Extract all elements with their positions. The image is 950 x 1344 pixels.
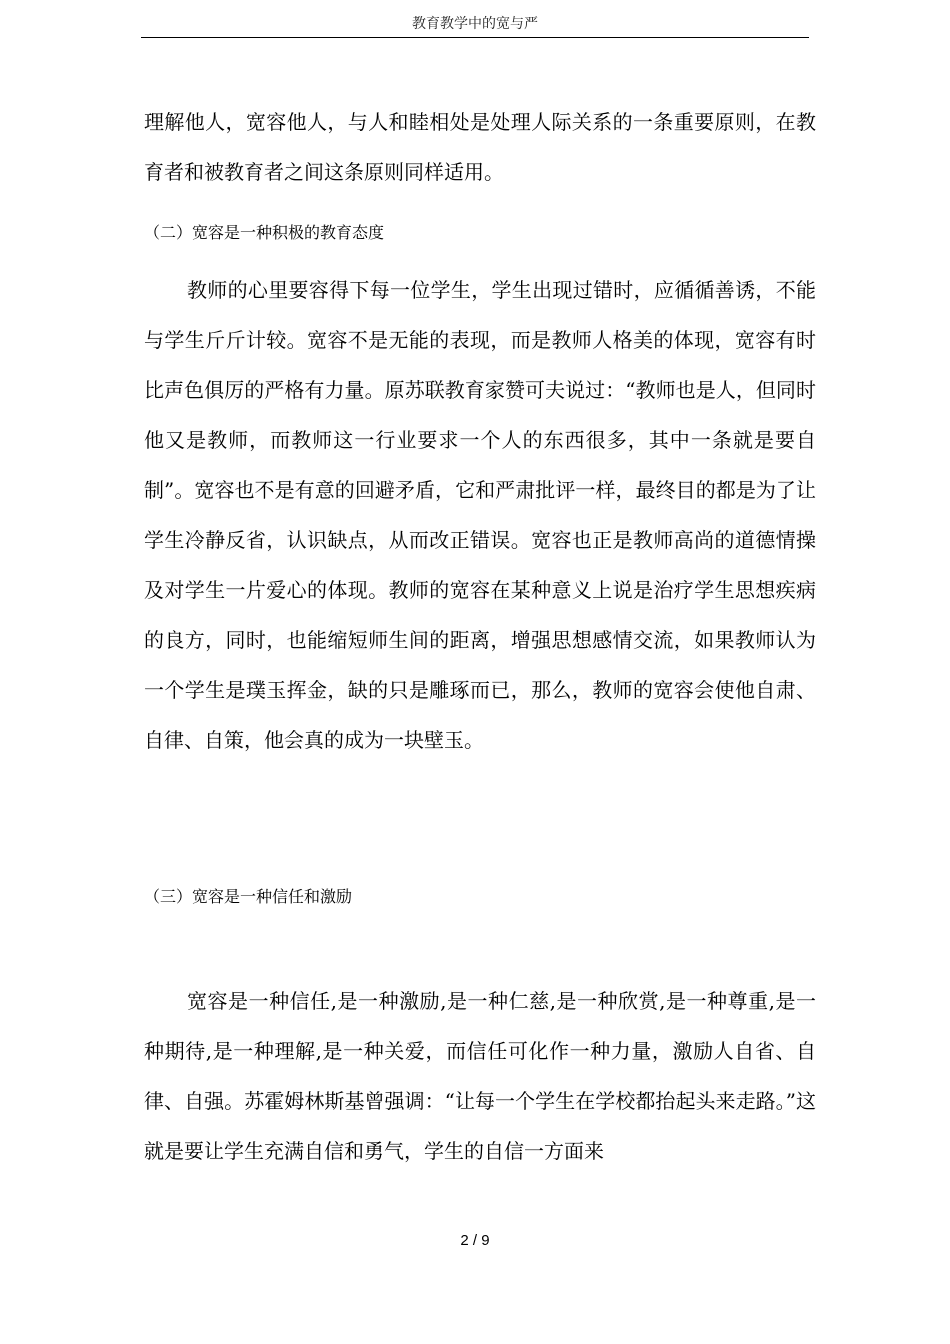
section-heading-3: （三）宽容是一种信任和激励	[144, 887, 353, 906]
section-2-paragraph: 教师的心里要容得下每一位学生，学生出现过错时，应循循善诱，不能与学生斤斤计较。宽容不是无能的表现，而是教师人格美的体现，宽容有时比声色俱厉的严格有力量。原苏联教育家赞可夫说过：“教师也是人，但同时他又是教师，而教师这一行业要求一个人的东西很多，其中一条就是要自制”。宽容也不是有意的回避矛盾，它和严肃批评一样，最终目的都是为了让学生冷静反省，认识缺点，从而改正错误。宽容也正是教师高尚的道德情操及对学生一片爱心的体现。教师的宽容在某种意义上说是治疗学生思想疾病的良方，同时，也能缩短师生间的距离，增强思想感情交流，如果教师认为一个学生是璞玉挥金，缺的只是雕琢而已，那么，教师的宽容会使他自肃、自律、自策，他会真的成为一块壁玉。	[144, 278, 816, 752]
intro-paragraph: 理解他人，宽容他人，与人和睦相处是处理人际关系的一条重要原则，在教育者和被教育者之间这条原则同样适用。	[144, 110, 816, 184]
document-title: 教育教学中的宽与严	[412, 16, 538, 32]
section-3-paragraph: 宽容是一种信任,是一种激励,是一种仁慈,是一种欣赏,是一种尊重,是一种期待,是一种理解,是一种关爱，而信任可化作一种力量，激励人自省、自律、自强。苏霍姆林斯基曾强调：“让每一个学生在学校都抬起头来走路。”这就是要让学生充满自信和勇气，学生的自信一方面来	[144, 989, 816, 1163]
section-heading-2: （二）宽容是一种积极的教育态度	[144, 223, 385, 242]
page-header	[141, 12, 809, 38]
page-number: 2 / 9	[460, 1232, 490, 1249]
